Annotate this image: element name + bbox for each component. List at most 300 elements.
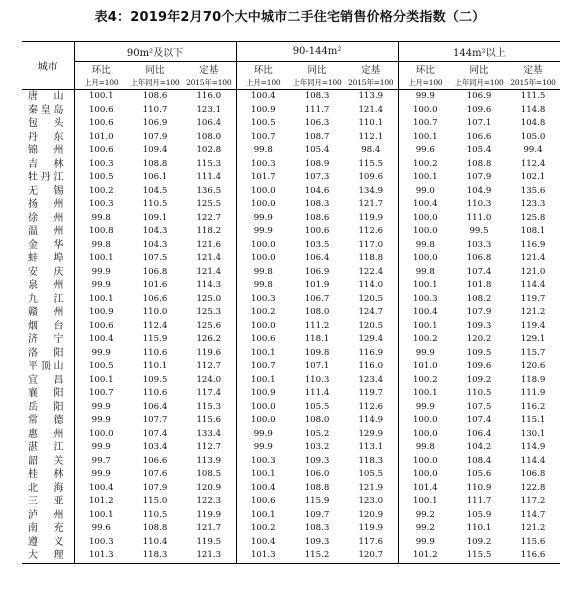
metric-header-mom: 环比 xyxy=(236,62,290,77)
table-row xyxy=(22,455,560,469)
index-cell-yoy: 108.8 xyxy=(466,158,492,169)
index-cell-mom: 101.3 xyxy=(74,549,128,563)
index-cell-mom: 100.0 xyxy=(398,455,452,469)
index-cell-mom: 99.8 xyxy=(236,279,290,293)
table-row xyxy=(22,347,560,361)
table-row xyxy=(22,293,560,307)
index-cell-fixed: 108.5 xyxy=(196,469,222,480)
index-cell-mom: 100.1 xyxy=(398,320,452,334)
index-cell-mom: 100.1 xyxy=(236,509,290,523)
index-cell-mom: 100.7 xyxy=(236,360,290,374)
index-cell-fixed: 120.9 xyxy=(196,482,222,493)
table-row xyxy=(22,333,560,347)
index-cell-fixed: 113.1 xyxy=(358,442,384,453)
index-cell-yoy: 106.4 xyxy=(466,428,492,439)
index-cell-fixed: 114.9 xyxy=(358,415,384,426)
index-cell-fixed: 104.8 xyxy=(520,118,546,129)
index-cell-yoy: 108.0 xyxy=(304,307,330,318)
index-cell-mom: 99.9 xyxy=(74,401,128,415)
index-cell-yoy: 108.9 xyxy=(304,158,330,169)
index-cell-fixed: 122.4 xyxy=(358,266,384,277)
index-cell-fixed: 121.9 xyxy=(358,482,384,493)
index-cell-yoy: 118.1 xyxy=(304,334,330,345)
index-cell-yoy: 106.9 xyxy=(142,118,168,129)
index-cell-mom: 100.0 xyxy=(398,225,452,239)
index-cell-fixed: 114.4 xyxy=(520,280,546,291)
group-header-small: 90m²及以下 xyxy=(74,42,236,62)
index-cell-mom: 99.8 xyxy=(236,144,290,158)
base-header-mom: 上月=100 xyxy=(236,76,290,90)
base-header-fixed: 2015年=100 xyxy=(182,76,236,90)
index-cell-fixed: 120.5 xyxy=(358,293,384,304)
index-cell-mom: 100.6 xyxy=(236,495,290,509)
index-cell-mom: 99.9 xyxy=(236,225,290,239)
table-body xyxy=(22,90,560,564)
index-cell-mom: 100.5 xyxy=(236,117,290,131)
index-cell-mom: 99.8 xyxy=(74,212,128,226)
index-cell-yoy: 110.1 xyxy=(466,523,492,534)
index-cell-yoy: 101.6 xyxy=(142,280,168,291)
table-row xyxy=(22,279,560,293)
index-cell-fixed: 112.6 xyxy=(358,401,384,412)
index-cell-mom: 100.1 xyxy=(74,293,128,307)
index-cell-yoy: 104.6 xyxy=(304,185,330,196)
index-cell-yoy: 106.4 xyxy=(304,253,330,264)
table-row xyxy=(22,117,560,131)
index-cell-mom: 100.0 xyxy=(398,212,452,226)
index-cell-mom: 101.4 xyxy=(398,482,452,496)
index-cell-yoy: 106.9 xyxy=(304,266,330,277)
metric-header-mom: 环比 xyxy=(398,62,452,77)
index-cell-fixed: 111.5 xyxy=(520,91,546,102)
index-cell-fixed: 115.3 xyxy=(196,158,222,169)
index-cell-mom: 99.0 xyxy=(398,185,452,199)
index-cell-yoy: 109.2 xyxy=(466,374,492,385)
city-column-header: 城市 xyxy=(22,42,74,90)
city-name-cell: 吉林 xyxy=(28,158,64,170)
index-cell-fixed: 116.2 xyxy=(520,401,546,412)
metric-header-fixed: 定基 xyxy=(361,65,381,76)
index-cell-yoy: 115.2 xyxy=(290,549,344,563)
index-cell-fixed: 122.7 xyxy=(196,212,222,223)
index-cell-mom: 99.9 xyxy=(74,414,128,428)
index-cell-mom: 100.1 xyxy=(398,387,452,401)
index-cell-mom: 99.9 xyxy=(74,468,128,482)
index-cell-yoy: 109.6 xyxy=(466,361,492,372)
index-cell-fixed: 116.6 xyxy=(506,549,560,563)
index-cell-mom: 100.0 xyxy=(398,428,452,442)
index-cell-yoy: 105.5 xyxy=(304,401,330,412)
city-name-cell: 遵义 xyxy=(28,536,64,548)
index-cell-yoy: 110.7 xyxy=(142,104,168,115)
table-row xyxy=(22,360,560,374)
city-name-cell: 泉州 xyxy=(28,280,64,292)
metric-header-yoy: 同比 xyxy=(307,65,327,76)
index-cell-mom: 100.4 xyxy=(74,482,128,496)
city-name-cell: 济宁 xyxy=(28,334,64,346)
index-cell-yoy: 107.4 xyxy=(142,428,168,439)
index-cell-fixed: 114.7 xyxy=(520,509,546,520)
index-cell-fixed: 109.6 xyxy=(358,172,384,183)
index-cell-yoy: 110.1 xyxy=(142,361,168,372)
index-cell-mom: 100.3 xyxy=(236,158,290,172)
table-row xyxy=(22,441,560,455)
table-row xyxy=(22,428,560,442)
index-cell-fixed: 121.7 xyxy=(196,523,222,534)
index-cell-fixed: 114.0 xyxy=(358,280,384,291)
index-cell-fixed: 121.2 xyxy=(520,523,546,534)
index-cell-mom: 100.4 xyxy=(398,306,452,320)
index-cell-yoy: 103.5 xyxy=(304,239,330,250)
city-name-cell: 洛阳 xyxy=(28,347,64,359)
index-cell-mom: 100.4 xyxy=(236,90,290,104)
index-cell-yoy: 104.3 xyxy=(142,239,168,250)
index-cell-fixed: 112.7 xyxy=(196,361,222,372)
index-cell-yoy: 107.5 xyxy=(466,401,492,412)
city-name-cell: 蚌埠 xyxy=(28,253,64,265)
group-header-large: 144m²以上 xyxy=(398,42,560,62)
metric-header-mom: 环比 xyxy=(74,62,128,77)
index-cell-mom: 100.9 xyxy=(236,387,290,401)
base-header-row xyxy=(22,76,560,90)
index-cell-yoy: 111.7 xyxy=(466,496,492,507)
price-index-table xyxy=(22,41,560,564)
index-cell-yoy: 107.4 xyxy=(466,266,492,277)
index-cell-fixed: 129.4 xyxy=(358,334,384,345)
city-name-cell: 包头 xyxy=(28,118,64,130)
index-cell-mom: 101.2 xyxy=(398,549,452,563)
table-row xyxy=(22,225,560,239)
index-cell-fixed: 121.4 xyxy=(196,266,222,277)
index-cell-yoy: 106.3 xyxy=(304,118,330,129)
index-cell-mom: 100.1 xyxy=(74,252,128,266)
index-cell-fixed: 105.5 xyxy=(358,469,384,480)
city-name-cell: 岳阳 xyxy=(28,401,64,413)
city-name-cell: 泸州 xyxy=(28,509,64,521)
city-name-cell: 烟台 xyxy=(28,320,64,332)
index-cell-fixed: 114.8 xyxy=(520,104,546,115)
index-cell-mom: 100.1 xyxy=(236,347,290,361)
index-cell-mom: 99.6 xyxy=(398,144,452,158)
index-cell-yoy: 111.0 xyxy=(466,212,492,223)
index-cell-yoy: 112.4 xyxy=(142,320,168,331)
city-name-cell: 惠州 xyxy=(28,428,64,440)
index-cell-yoy: 110.5 xyxy=(142,199,168,210)
index-cell-mom: 100.1 xyxy=(74,509,128,523)
index-cell-mom: 99.9 xyxy=(398,536,452,550)
index-cell-fixed: 102.8 xyxy=(196,145,222,156)
index-cell-yoy: 109.7 xyxy=(304,509,330,520)
index-cell-yoy: 107.9 xyxy=(466,172,492,183)
index-cell-mom: 99.9 xyxy=(74,347,128,361)
index-cell-fixed: 119.5 xyxy=(196,536,222,547)
base-header-mom: 上月=100 xyxy=(398,76,452,90)
index-cell-fixed: 119.9 xyxy=(358,523,384,534)
index-cell-mom: 99.8 xyxy=(398,266,452,280)
index-cell-yoy: 110.5 xyxy=(142,509,168,520)
index-cell-yoy: 107.9 xyxy=(466,307,492,318)
index-cell-mom: 99.6 xyxy=(74,522,128,536)
base-header-fixed: 2015年=100 xyxy=(506,76,560,90)
index-cell-fixed: 98.4 xyxy=(361,145,381,156)
index-cell-yoy: 106.0 xyxy=(304,469,330,480)
index-cell-fixed: 120.5 xyxy=(358,320,384,331)
base-header-yoy: 上年同月=100 xyxy=(452,76,506,90)
index-cell-mom: 100.0 xyxy=(398,104,452,118)
table-row xyxy=(22,171,560,185)
index-cell-fixed: 120.7 xyxy=(344,549,398,563)
index-cell-fixed: 115.3 xyxy=(196,401,222,412)
city-name-cell: 大理 xyxy=(22,549,74,563)
index-cell-yoy: 107.7 xyxy=(142,415,168,426)
index-cell-mom: 100.6 xyxy=(74,320,128,334)
index-cell-mom: 100.0 xyxy=(236,198,290,212)
index-cell-yoy: 110.9 xyxy=(466,482,492,493)
index-cell-yoy: 120.2 xyxy=(466,334,492,345)
index-cell-yoy: 104.9 xyxy=(466,185,492,196)
city-name-cell: 湛江 xyxy=(28,442,64,454)
index-cell-mom: 100.0 xyxy=(236,252,290,266)
index-cell-fixed: 115.6 xyxy=(520,536,546,547)
index-cell-mom: 99.7 xyxy=(74,455,128,469)
index-cell-yoy: 109.6 xyxy=(466,104,492,115)
index-cell-yoy: 107.9 xyxy=(142,131,168,142)
index-cell-fixed: 111.9 xyxy=(520,388,546,399)
index-cell-mom: 100.0 xyxy=(398,468,452,482)
table-row xyxy=(22,374,560,388)
index-cell-yoy: 104.3 xyxy=(142,226,168,237)
table-row xyxy=(22,158,560,172)
index-cell-fixed: 121.3 xyxy=(182,549,236,563)
index-cell-yoy: 107.5 xyxy=(142,253,168,264)
base-header-yoy: 上年同月=100 xyxy=(290,76,344,90)
index-cell-mom: 100.5 xyxy=(74,171,128,185)
index-cell-fixed: 125.8 xyxy=(520,212,546,223)
index-cell-mom: 100.0 xyxy=(236,320,290,334)
index-cell-mom: 100.1 xyxy=(236,468,290,482)
index-cell-fixed: 116.0 xyxy=(358,361,384,372)
table-row xyxy=(22,252,560,266)
index-cell-mom: 101.3 xyxy=(236,549,290,563)
index-cell-yoy: 108.8 xyxy=(304,482,330,493)
index-cell-yoy: 105.2 xyxy=(304,428,330,439)
group-header-medium: 90-144m² xyxy=(236,42,398,62)
index-cell-mom: 99.9 xyxy=(236,441,290,455)
index-cell-fixed: 123.3 xyxy=(520,199,546,210)
index-cell-fixed: 115.5 xyxy=(358,158,384,169)
index-cell-fixed: 108.1 xyxy=(520,226,546,237)
index-cell-yoy: 105.9 xyxy=(466,509,492,520)
city-name-cell: 平顶山 xyxy=(28,361,64,373)
city-name-cell: 锦州 xyxy=(28,145,64,157)
city-name-cell: 襄阳 xyxy=(28,388,64,400)
index-cell-mom: 101.0 xyxy=(398,360,452,374)
index-cell-fixed: 119.7 xyxy=(358,388,384,399)
index-cell-yoy: 106.7 xyxy=(304,293,330,304)
index-cell-mom: 101.7 xyxy=(236,171,290,185)
index-cell-fixed: 118.9 xyxy=(520,374,546,385)
index-cell-mom: 99.9 xyxy=(74,266,128,280)
index-cell-yoy: 108.6 xyxy=(142,91,168,102)
index-cell-fixed: 110.1 xyxy=(358,118,384,129)
index-cell-fixed: 119.9 xyxy=(358,212,384,223)
index-cell-yoy: 108.3 xyxy=(304,523,330,534)
base-header-fixed: 2015年=100 xyxy=(344,76,398,90)
index-cell-fixed: 112.6 xyxy=(358,226,384,237)
index-cell-yoy: 106.8 xyxy=(142,266,168,277)
index-cell-mom: 100.6 xyxy=(74,117,128,131)
index-cell-mom: 100.4 xyxy=(398,198,452,212)
table-row xyxy=(22,509,560,523)
index-cell-mom: 100.2 xyxy=(398,374,452,388)
index-cell-mom: 100.0 xyxy=(398,252,452,266)
index-cell-yoy: 107.1 xyxy=(304,361,330,372)
index-cell-fixed: 118.8 xyxy=(358,253,384,264)
index-cell-fixed: 115.1 xyxy=(520,415,546,426)
index-cell-mom: 100.3 xyxy=(398,293,452,307)
index-cell-fixed: 117.0 xyxy=(358,239,384,250)
index-cell-fixed: 120.9 xyxy=(358,509,384,520)
index-cell-mom: 100.2 xyxy=(398,158,452,172)
index-cell-yoy: 109.1 xyxy=(142,212,168,223)
index-cell-fixed: 115.6 xyxy=(196,415,222,426)
index-cell-yoy: 111.2 xyxy=(304,320,330,331)
city-name-cell: 徐州 xyxy=(28,212,64,224)
index-cell-mom: 100.6 xyxy=(236,333,290,347)
index-cell-mom: 99.2 xyxy=(398,509,452,523)
index-cell-yoy: 109.5 xyxy=(142,374,168,385)
index-cell-yoy: 115.9 xyxy=(304,496,330,507)
index-cell-mom: 100.4 xyxy=(236,482,290,496)
metric-header-yoy: 同比 xyxy=(145,65,165,76)
index-cell-fixed: 113.9 xyxy=(196,455,222,466)
table-row xyxy=(22,549,560,563)
index-cell-mom: 100.3 xyxy=(74,158,128,172)
index-cell-mom: 100.3 xyxy=(74,536,128,550)
metric-header-row xyxy=(22,62,560,77)
index-cell-fixed: 117.4 xyxy=(196,388,222,399)
index-cell-fixed: 121.0 xyxy=(520,266,546,277)
table-row xyxy=(22,320,560,334)
table-row xyxy=(22,185,560,199)
index-cell-yoy: 110.0 xyxy=(142,307,168,318)
index-cell-mom: 100.4 xyxy=(74,333,128,347)
index-cell-mom: 100.2 xyxy=(74,185,128,199)
table-row xyxy=(22,401,560,415)
index-cell-yoy: 107.6 xyxy=(142,469,168,480)
index-cell-fixed: 108.0 xyxy=(196,131,222,142)
index-cell-yoy: 101.8 xyxy=(466,280,492,291)
city-name-cell: 金华 xyxy=(28,239,64,251)
index-cell-yoy: 105.4 xyxy=(304,145,330,156)
index-cell-fixed: 125.3 xyxy=(196,307,222,318)
index-cell-mom: 99.8 xyxy=(398,239,452,253)
index-cell-mom: 100.1 xyxy=(398,171,452,185)
index-cell-yoy: 110.3 xyxy=(304,374,330,385)
index-cell-yoy: 100.6 xyxy=(304,226,330,237)
index-cell-yoy: 109.2 xyxy=(466,536,492,547)
index-cell-yoy: 109.3 xyxy=(304,536,330,547)
table-row xyxy=(22,468,560,482)
index-cell-mom: 100.0 xyxy=(74,428,128,442)
index-cell-fixed: 134.9 xyxy=(358,185,384,196)
index-cell-fixed: 118.3 xyxy=(358,455,384,466)
index-cell-fixed: 116.9 xyxy=(358,347,384,358)
index-cell-fixed: 129.9 xyxy=(358,428,384,439)
index-cell-fixed: 125.5 xyxy=(196,199,222,210)
base-header-mom: 上月=100 xyxy=(74,76,128,90)
table-row xyxy=(22,266,560,280)
table-row xyxy=(22,387,560,401)
index-cell-mom: 100.1 xyxy=(74,90,128,104)
index-cell-mom: 100.7 xyxy=(398,117,452,131)
index-cell-mom: 99.9 xyxy=(74,279,128,293)
index-cell-yoy: 107.1 xyxy=(466,118,492,129)
index-cell-fixed: 117.2 xyxy=(520,496,546,507)
index-cell-yoy: 115.5 xyxy=(452,549,506,563)
index-cell-fixed: 106.8 xyxy=(520,469,546,480)
table-row xyxy=(22,482,560,496)
table-row xyxy=(22,306,560,320)
index-cell-fixed: 112.4 xyxy=(520,158,546,169)
index-cell-yoy: 111.4 xyxy=(304,388,330,399)
index-cell-mom: 100.6 xyxy=(74,104,128,118)
index-cell-fixed: 99.4 xyxy=(523,145,543,156)
index-cell-yoy: 110.6 xyxy=(142,388,168,399)
index-cell-yoy: 106.1 xyxy=(142,172,168,183)
index-cell-fixed: 121.2 xyxy=(520,307,546,318)
index-cell-mom: 99.8 xyxy=(236,266,290,280)
city-name-cell: 常德 xyxy=(28,415,64,427)
city-name-cell: 丹东 xyxy=(28,131,64,143)
index-cell-yoy: 109.5 xyxy=(466,347,492,358)
index-cell-yoy: 106.6 xyxy=(142,455,168,466)
index-cell-fixed: 133.4 xyxy=(196,428,222,439)
index-cell-yoy: 99.5 xyxy=(469,226,489,237)
index-cell-mom: 100.6 xyxy=(74,144,128,158)
index-cell-mom: 100.7 xyxy=(74,387,128,401)
index-cell-yoy: 110.4 xyxy=(142,536,168,547)
city-name-cell: 赣州 xyxy=(28,307,64,319)
index-cell-fixed: 123.1 xyxy=(196,104,222,115)
index-cell-yoy: 107.3 xyxy=(304,172,330,183)
index-cell-fixed: 129.1 xyxy=(520,334,546,345)
index-cell-mom: 99.9 xyxy=(398,90,452,104)
index-cell-mom: 100.2 xyxy=(236,306,290,320)
index-cell-yoy: 108.8 xyxy=(142,523,168,534)
index-cell-fixed: 106.4 xyxy=(196,118,222,129)
index-cell-yoy: 104.5 xyxy=(142,185,168,196)
metric-header-fixed: 定基 xyxy=(523,65,543,76)
index-cell-mom: 100.4 xyxy=(236,536,290,550)
index-cell-yoy: 115.0 xyxy=(142,496,168,507)
index-cell-yoy: 108.3 xyxy=(304,91,330,102)
index-cell-mom: 100.0 xyxy=(236,185,290,199)
city-name-cell: 韶关 xyxy=(28,455,64,467)
index-cell-mom: 101.2 xyxy=(74,495,128,509)
city-name-cell: 唐山 xyxy=(28,91,64,103)
index-cell-fixed: 112.1 xyxy=(358,131,384,142)
index-cell-mom: 99.2 xyxy=(398,522,452,536)
index-cell-fixed: 123.0 xyxy=(358,496,384,507)
index-cell-yoy: 110.3 xyxy=(466,199,492,210)
index-cell-yoy: 109.3 xyxy=(466,320,492,331)
index-cell-fixed: 124.7 xyxy=(358,307,384,318)
table-header xyxy=(22,42,560,90)
index-cell-fixed: 125.0 xyxy=(196,293,222,304)
index-cell-fixed: 121.4 xyxy=(520,253,546,264)
index-cell-yoy: 118.3 xyxy=(128,549,182,563)
